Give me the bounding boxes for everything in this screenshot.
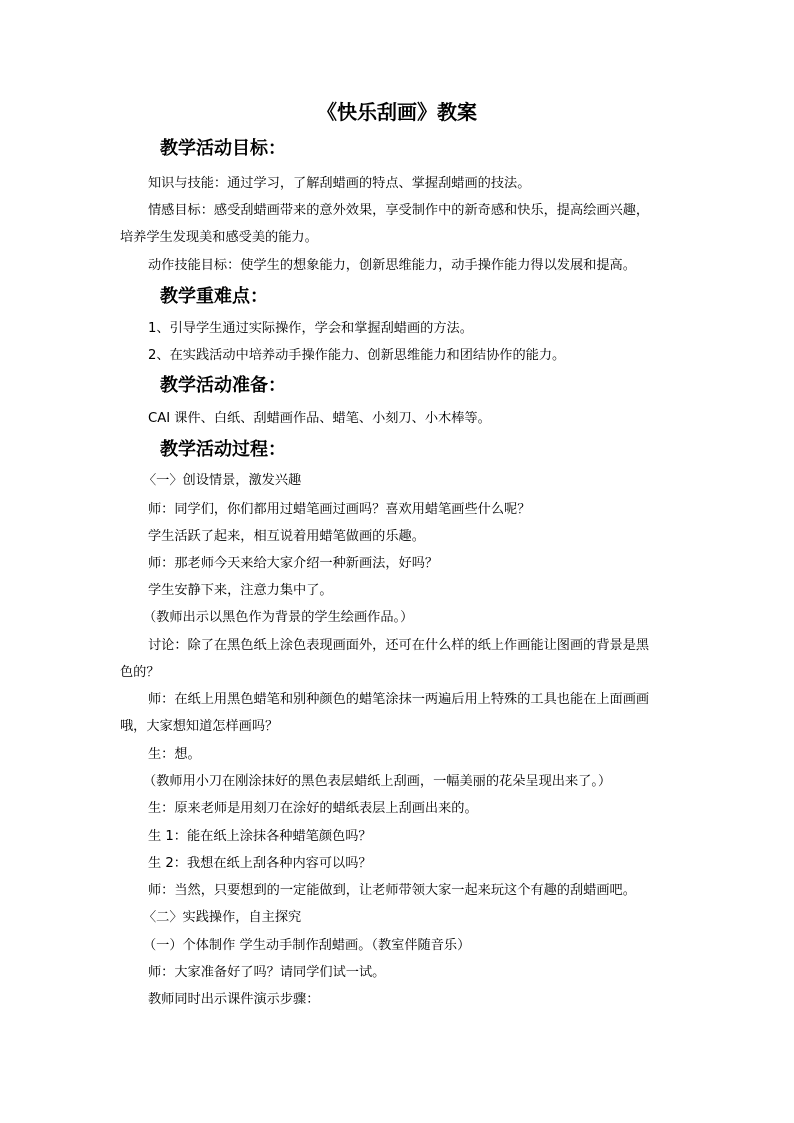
paragraph-line: 情感目标：感受刮蜡画带来的意外效果，享受制作中的新奇感和快乐，提高绘画兴趣，	[148, 203, 650, 218]
paragraph-line: 知识与技能：通过学习，了解刮蜡画的特点、掌握刮蜡画的技法。	[148, 176, 531, 191]
paragraph-line: 生：想。	[148, 747, 201, 762]
paragraph-line: 1、引导学生通过实际操作，学会和掌握刮蜡画的方法。	[148, 321, 473, 336]
section-heading-goals: 教学活动目标：	[160, 138, 286, 159]
paragraph-line: 生 2：我想在纸上刮各种内容可以吗？	[148, 856, 372, 871]
document-title: 《快乐刮画》教案	[317, 100, 477, 124]
paragraph-line: 师：同学们，你们都用过蜡笔画过画吗？喜欢用蜡笔画些什么呢？	[148, 502, 531, 517]
paragraph-line: （一）个体制作 学生动手制作刮蜡画。（教室伴随音乐）	[143, 938, 471, 953]
paragraph-line: 〈一〉创设情景，激发兴趣	[143, 473, 302, 488]
paragraph-line: 教师同时出示课件演示步骤：	[148, 992, 320, 1007]
paragraph-line: 师：当然，只要想到的一定能做到，让老师带领大家一起来玩这个有趣的刮蜡画吧。	[148, 883, 636, 898]
section-heading-prep: 教学活动准备：	[160, 375, 286, 396]
paragraph-line: 〈二〉实践操作，自主探究	[143, 910, 302, 925]
paragraph-line: CAI 课件、白纸、刮蜡画作品、蜡笔、小刻刀、小木棒等。	[148, 411, 491, 426]
paragraph-line: 师：在纸上用黑色蜡笔和别种颜色的蜡笔涂抹一两遍后用上特殊的工具也能在上面画画	[148, 692, 650, 707]
paragraph-line: 师：大家准备好了吗？请同学们试一试。	[148, 965, 386, 980]
paragraph-line: 动作技能目标：使学生的想象能力，创新思维能力，动手操作能力得以发展和提高。	[148, 258, 636, 273]
paragraph-line: （教师用小刀在刚涂抹好的黑色表层蜡纸上刮画，一幅美丽的花朵呈现出来了。）	[143, 774, 612, 789]
paragraph-line: 生 1：能在纸上涂抹各种蜡笔颜色吗？	[148, 829, 372, 844]
paragraph-line: 2、在实践活动中培养动手操作能力、创新思维能力和团结协作的能力。	[148, 348, 566, 363]
paragraph-line: 讨论：除了在黑色纸上涂色表现画面外，还可在什么样的纸上作画能让图画的背景是黑	[148, 638, 650, 653]
paragraph-line: 学生安静下来，注意力集中了。	[148, 583, 333, 598]
paragraph-line: 生：原来老师是用刻刀在涂好的蜡纸表层上刮画出来的。	[148, 801, 478, 816]
paragraph-line: 哦，大家想知道怎样画吗？	[120, 719, 279, 734]
section-heading-keypoints: 教学重难点：	[160, 286, 268, 307]
section-heading-process: 教学活动过程：	[160, 439, 286, 460]
paragraph-line: 学生活跃了起来，相互说着用蜡笔做画的乐趣。	[148, 529, 425, 544]
paragraph-line: 师：那老师今天来给大家介绍一种新画法，好吗？	[148, 556, 439, 571]
paragraph-line: （教师出示以黑色作为背景的学生绘画作品。）	[143, 610, 414, 625]
paragraph-line: 培养学生发现美和感受美的能力。	[120, 230, 318, 245]
paragraph-line: 色的？	[120, 665, 160, 680]
